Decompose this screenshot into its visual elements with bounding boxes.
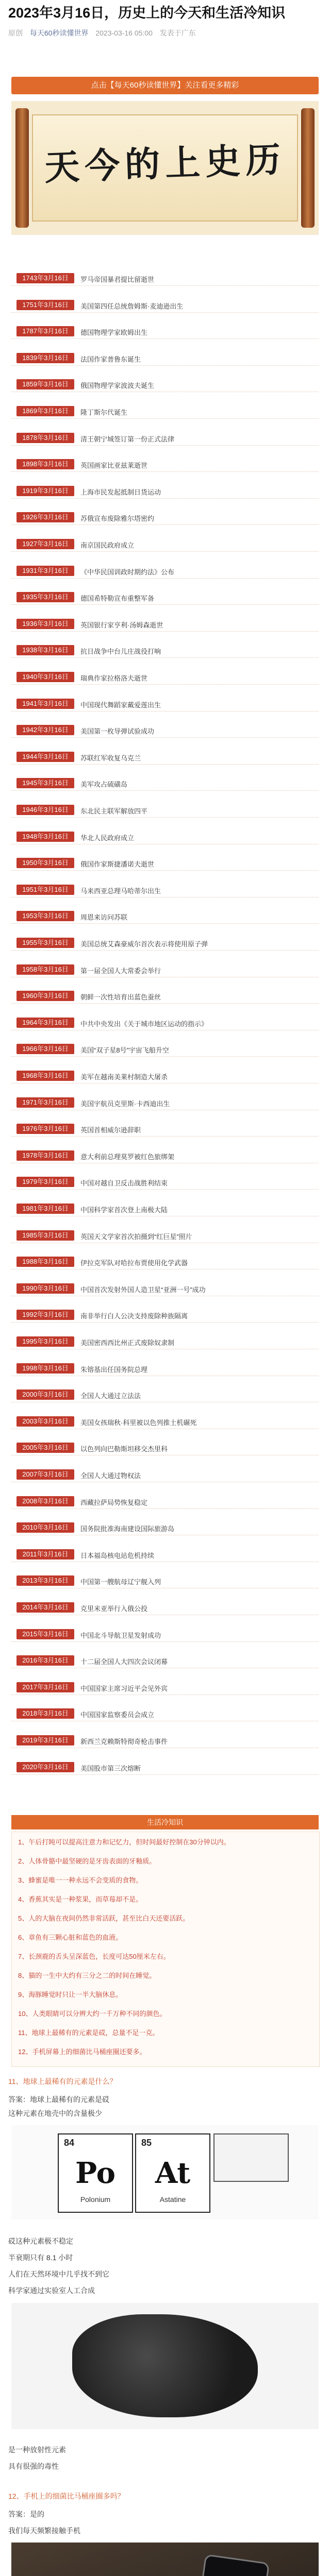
event-date: 1878年3月16日 bbox=[16, 433, 74, 443]
event-text: 美国宇航员克里斯·卡西迪出生 bbox=[80, 1099, 170, 1108]
event-date: 2015年3月16日 bbox=[16, 1629, 74, 1639]
event-text: 中国现代舞蹈家戴爱莲出生 bbox=[80, 701, 161, 709]
astatine-rock-image bbox=[11, 2303, 319, 2429]
event-text: 朱镕基出任国务院总理 bbox=[80, 1365, 148, 1374]
event-row bbox=[11, 644, 319, 658]
event-text: 美国第一枚导弹试验成功 bbox=[80, 727, 155, 736]
knowledge-item: 8、猫的一生中大约有三分之二的时间在睡觉。 bbox=[18, 1972, 156, 1979]
event-text: 朝鲜一次性培育出蓝色蚕丝 bbox=[80, 993, 161, 1002]
event-date: 1995年3月16日 bbox=[16, 1336, 74, 1347]
event-row bbox=[11, 538, 319, 552]
element-name: Astatine bbox=[159, 2195, 186, 2204]
element-cell-partial bbox=[213, 2133, 289, 2182]
event-text: 德国物理学家欧姆出生 bbox=[80, 329, 148, 337]
answer-1-detail-b: 半衰期只有 8.1 小时 bbox=[8, 2253, 73, 2262]
follow-banner[interactable]: 点击【每天60秒读懂世界】关注看更多精彩 bbox=[11, 77, 319, 94]
knowledge-item: 6、章鱼有三颗心脏和蓝色的血液。 bbox=[18, 1934, 123, 1941]
event-row bbox=[11, 1628, 319, 1642]
event-row bbox=[11, 352, 319, 366]
element-number: 85 bbox=[141, 2138, 152, 2148]
event-text: 新西兰克赖斯特彻奇枪击事件 bbox=[80, 1738, 168, 1745]
event-row bbox=[11, 1495, 319, 1509]
event-date: 1960年3月16日 bbox=[16, 991, 74, 1001]
event-text: 中国科学家首次登上南极大陆 bbox=[80, 1206, 168, 1214]
event-row bbox=[11, 777, 319, 791]
answer-2: 答案：是的 bbox=[8, 2510, 44, 2518]
event-text: 美国总统艾森豪威尔首次表示将使用原子弹 bbox=[80, 940, 208, 948]
event-text: 国务院批准海南建设国际旅游岛 bbox=[80, 1525, 175, 1533]
event-date: 1951年3月16日 bbox=[16, 885, 74, 895]
event-text: 清王朝宁城签订第一份正式法律 bbox=[80, 435, 175, 443]
event-text: 美国女孩瑞秋·科里被以色列推土机碾死 bbox=[80, 1418, 197, 1427]
event-date: 1979年3月16日 bbox=[16, 1177, 74, 1187]
banner-title: 天今的上史历 bbox=[43, 139, 287, 189]
scroll-rod-left bbox=[15, 108, 29, 228]
answer-1-note: 这种元素在地壳中的含量极少 bbox=[8, 2109, 102, 2117]
event-text: 隆丁斯尔代诞生 bbox=[80, 409, 128, 416]
event-row bbox=[11, 1415, 319, 1429]
event-row bbox=[11, 1388, 319, 1402]
event-text: 美军在越南美莱村制造大屠杀 bbox=[80, 1073, 168, 1081]
knowledge-item: 1、午后打盹可以提高注意力和记忆力，但时间最好控制在30分钟以内。 bbox=[18, 1838, 230, 1846]
event-text: 上海市民发起抵制日货运动 bbox=[80, 488, 161, 496]
knowledge-item: 9、海豚睡觉时只让一半大脑休息。 bbox=[18, 1991, 123, 1998]
event-text: 周恩来访问苏联 bbox=[80, 913, 128, 922]
knowledge-item: 5、人的大脑在夜间仍然非常活跃，甚至比白天还要活跃。 bbox=[18, 1914, 190, 1922]
event-date: 2017年3月16日 bbox=[16, 1682, 74, 1692]
event-row bbox=[11, 1043, 319, 1057]
event-text: 英国天文学家首次拍摄到“红巨星”照片 bbox=[80, 1232, 192, 1241]
event-date: 1966年3月16日 bbox=[16, 1044, 74, 1054]
event-text: 苏俄宣布废除雅尔塔密约 bbox=[80, 515, 155, 523]
event-date: 1981年3月16日 bbox=[16, 1204, 74, 1214]
event-row bbox=[11, 1176, 319, 1190]
event-row bbox=[11, 325, 319, 339]
event-date: 1971年3月16日 bbox=[16, 1097, 74, 1108]
event-date: 1953年3月16日 bbox=[16, 911, 74, 921]
event-text: 以色列向巴勒斯坦移交杰里科 bbox=[80, 1445, 168, 1453]
event-row bbox=[11, 1335, 319, 1349]
event-row bbox=[11, 1601, 319, 1615]
event-row bbox=[11, 1016, 319, 1030]
event-text: 英国画家比亚兹莱逝世 bbox=[80, 462, 148, 470]
event-row bbox=[11, 963, 319, 977]
rock-shape bbox=[72, 2314, 258, 2417]
event-text: 瑞典作家拉格洛夫逝世 bbox=[80, 674, 148, 682]
event-row bbox=[11, 1149, 319, 1163]
event-date: 1869年3月16日 bbox=[16, 406, 74, 416]
knowledge-header: 生活冷知识 bbox=[11, 1815, 319, 1829]
event-date: 1931年3月16日 bbox=[16, 566, 74, 576]
answer-1-detail-a: 砹这种元素极不稳定 bbox=[8, 2237, 73, 2245]
event-text: 马来西亚总理马哈蒂尔出生 bbox=[80, 887, 161, 895]
event-row bbox=[11, 565, 319, 579]
answer-1-detail-f: 具有很强的毒性 bbox=[8, 2462, 59, 2470]
article-meta bbox=[8, 28, 201, 38]
event-date: 1992年3月16日 bbox=[16, 1310, 74, 1320]
event-row bbox=[11, 831, 319, 844]
event-row bbox=[11, 378, 319, 392]
scroll-paper bbox=[32, 114, 298, 222]
event-date: 2013年3月16日 bbox=[16, 1575, 74, 1586]
event-row bbox=[11, 1202, 319, 1216]
event-text: 日本福岛核电站危机持续 bbox=[80, 1551, 155, 1560]
event-date: 1940年3月16日 bbox=[16, 672, 74, 682]
event-row bbox=[11, 591, 319, 605]
event-date: 2000年3月16日 bbox=[16, 1389, 74, 1400]
event-date: 1935年3月16日 bbox=[16, 592, 74, 602]
question-2: 12、手机上的细菌比马桶座圈多吗？ bbox=[8, 2492, 125, 2500]
event-date: 1942年3月16日 bbox=[16, 725, 74, 735]
event-text: 中国第一艘航母辽宁舰入列 bbox=[80, 1578, 161, 1586]
element-number: 84 bbox=[64, 2138, 75, 2148]
event-text: 德国希特勒宣布重整军备 bbox=[80, 595, 155, 603]
knowledge-item: 7、长颈鹿的舌头呈深蓝色，长度可达50厘米左右。 bbox=[18, 1953, 170, 1960]
answer-2-note: 我们每天频繁接触手机 bbox=[8, 2527, 80, 2535]
event-date: 2018年3月16日 bbox=[16, 1708, 74, 1719]
event-date: 2011年3月16日 bbox=[16, 1549, 74, 1560]
event-row bbox=[11, 1654, 319, 1668]
event-text: 华北人民政府成立 bbox=[80, 834, 135, 842]
event-date: 2005年3月16日 bbox=[16, 1443, 74, 1453]
event-row bbox=[11, 1734, 319, 1748]
event-row bbox=[11, 511, 319, 525]
answer-1: 答案：地球上最稀有的元素是砹 bbox=[8, 2095, 109, 2104]
event-date: 2003年3月16日 bbox=[16, 1416, 74, 1427]
event-text: 南京国民政府成立 bbox=[80, 541, 135, 549]
element-cell-astatine bbox=[135, 2133, 210, 2213]
knowledge-item: 3、蜂蜜是唯一一种永远不会变质的食物。 bbox=[18, 1876, 143, 1884]
event-row bbox=[11, 1229, 319, 1243]
event-text: 俄国作家斯捷潘诺夫逝世 bbox=[80, 860, 155, 869]
event-date: 1945年3月16日 bbox=[16, 778, 74, 788]
event-date: 1936年3月16日 bbox=[16, 619, 74, 629]
event-text: 美国第四任总统詹姆斯·麦迪逊出生 bbox=[80, 302, 184, 310]
event-date: 1751年3月16日 bbox=[16, 300, 74, 310]
event-row bbox=[11, 405, 319, 419]
event-text: 克里米亚举行入俄公投 bbox=[80, 1605, 148, 1613]
event-row bbox=[11, 272, 319, 286]
original-tag: 原创 bbox=[8, 29, 23, 37]
event-date: 1859年3月16日 bbox=[16, 379, 74, 389]
event-date: 1976年3月16日 bbox=[16, 1124, 74, 1134]
event-text: 南非举行白人公决支持废除种族隔离 bbox=[80, 1312, 188, 1320]
publish-date: 2023-03-16 05:00 bbox=[95, 29, 153, 37]
event-row bbox=[11, 1681, 319, 1695]
event-text: 中国北斗导航卫星发射成功 bbox=[80, 1631, 161, 1639]
event-row bbox=[11, 751, 319, 765]
event-date: 2008年3月16日 bbox=[16, 1496, 74, 1506]
element-symbol: At bbox=[155, 2156, 191, 2190]
event-row bbox=[11, 1442, 319, 1455]
event-text: 美国股市第三次熔断 bbox=[80, 1764, 141, 1772]
event-text: 英国首相威尔逊辞职 bbox=[80, 1126, 141, 1134]
event-row bbox=[11, 299, 319, 313]
knowledge-item: 12、手机屏幕上的细菌比马桶座圈还要多。 bbox=[18, 2048, 146, 2056]
event-text: 西藏拉萨局势恢复稳定 bbox=[80, 1498, 148, 1506]
event-row bbox=[11, 1574, 319, 1588]
event-row bbox=[11, 458, 319, 472]
event-text: 抗日战争中台儿庄战役打响 bbox=[80, 648, 161, 656]
event-date: 1950年3月16日 bbox=[16, 858, 74, 868]
answer-1-detail-e: 是一种放射性元素 bbox=[8, 2446, 66, 2454]
event-text: 苏联红军收复乌克兰 bbox=[80, 754, 141, 762]
event-date: 1958年3月16日 bbox=[16, 964, 74, 975]
event-date: 1985年3月16日 bbox=[16, 1230, 74, 1241]
event-date: 2007年3月16日 bbox=[16, 1469, 74, 1480]
event-date: 1998年3月16日 bbox=[16, 1363, 74, 1374]
event-date: 2010年3月16日 bbox=[16, 1522, 74, 1533]
event-row bbox=[11, 884, 319, 897]
event-row bbox=[11, 1521, 319, 1535]
event-row bbox=[11, 618, 319, 632]
element-name: Polonium bbox=[80, 2195, 111, 2204]
knowledge-item: 2、人体骨骼中最坚硬的是牙齿表面的牙釉质。 bbox=[18, 1857, 156, 1865]
article-title: 2023年3月16日，历史上的今天和生活冷知识 bbox=[8, 5, 286, 21]
event-text: 美国“双子星8号”宇宙飞船升空 bbox=[80, 1046, 169, 1055]
event-row bbox=[11, 1256, 319, 1269]
event-text: 全国人大通过立法法 bbox=[80, 1392, 141, 1400]
periodic-table-image bbox=[11, 2125, 319, 2219]
event-text: 罗马帝国暴君提比留逝世 bbox=[80, 276, 155, 283]
knowledge-item: 11、地球上最稀有的元素是砹，总量不足一克。 bbox=[18, 2029, 159, 2037]
author-link[interactable]: 每天60秒读懂世界 bbox=[29, 29, 89, 37]
event-text: 伊拉克军队对哈拉布贾使用化学武器 bbox=[80, 1259, 188, 1267]
event-text: 意大利前总理莫罗被红色旅绑架 bbox=[80, 1153, 175, 1161]
event-date: 1990年3月16日 bbox=[16, 1283, 74, 1294]
event-row bbox=[11, 804, 319, 818]
element-symbol: Po bbox=[75, 2156, 116, 2190]
event-row bbox=[11, 1761, 319, 1775]
event-date: 1926年3月16日 bbox=[16, 512, 74, 522]
event-row bbox=[11, 1548, 319, 1562]
event-date: 1898年3月16日 bbox=[16, 459, 74, 469]
event-date: 1978年3月16日 bbox=[16, 1150, 74, 1161]
answer-1-detail-c: 人们在天然环境中几乎找不到它 bbox=[8, 2270, 109, 2278]
event-row bbox=[11, 724, 319, 738]
event-date: 1955年3月16日 bbox=[16, 938, 74, 948]
knowledge-item: 10、人类眼睛可以分辨大约一千万种不同的颜色。 bbox=[18, 2010, 167, 2018]
event-date: 1787年3月16日 bbox=[16, 326, 74, 336]
event-row bbox=[11, 1707, 319, 1721]
event-date: 1946年3月16日 bbox=[16, 805, 74, 815]
event-date: 2019年3月16日 bbox=[16, 1735, 74, 1745]
element-cell-polonium bbox=[58, 2133, 133, 2213]
publish-location: 发表于广东 bbox=[159, 29, 196, 37]
event-row bbox=[11, 910, 319, 924]
event-row bbox=[11, 698, 319, 711]
phone-shape bbox=[189, 2554, 270, 2576]
event-row bbox=[11, 485, 319, 499]
question-1: 11、地球上最稀有的元素是什么？ bbox=[8, 2077, 117, 2086]
event-row bbox=[11, 1070, 319, 1083]
event-row bbox=[11, 1123, 319, 1137]
event-row bbox=[11, 432, 319, 446]
event-text: 第一届全国人大常委会举行 bbox=[80, 967, 161, 975]
event-date: 1988年3月16日 bbox=[16, 1257, 74, 1267]
event-text: 法国作家普鲁东诞生 bbox=[80, 355, 141, 363]
event-row bbox=[11, 1309, 319, 1323]
event-text: 全国人大通过物权法 bbox=[80, 1472, 141, 1480]
event-text: 中共中央发出《关于城市地区运动的指示》 bbox=[80, 1020, 208, 1028]
event-date: 1919年3月16日 bbox=[16, 486, 74, 496]
event-date: 1839年3月16日 bbox=[16, 353, 74, 363]
event-date: 1927年3月16日 bbox=[16, 539, 74, 549]
event-date: 1938年3月16日 bbox=[16, 645, 74, 655]
event-date: 2016年3月16日 bbox=[16, 1655, 74, 1666]
answer-1-detail-d: 科学家通过实验室人工合成 bbox=[8, 2286, 95, 2295]
event-date: 1941年3月16日 bbox=[16, 699, 74, 709]
event-date: 1944年3月16日 bbox=[16, 752, 74, 762]
event-text: 十二届全国人大四次会议闭幕 bbox=[80, 1658, 168, 1666]
event-date: 1968年3月16日 bbox=[16, 1071, 74, 1081]
event-text: 美国密西西比州正式废除奴隶制 bbox=[80, 1339, 175, 1347]
event-text: 《中华民国训政时期约法》公布 bbox=[80, 568, 175, 576]
event-date: 1964年3月16日 bbox=[16, 1018, 74, 1028]
event-row bbox=[11, 1362, 319, 1376]
event-date: 1743年3月16日 bbox=[16, 273, 74, 283]
event-text: 中国对越自卫反击战胜利结束 bbox=[80, 1179, 168, 1188]
event-date: 1948年3月16日 bbox=[16, 832, 74, 842]
event-text: 英国银行家亨利·汤姆森逝世 bbox=[80, 621, 163, 629]
event-row bbox=[11, 1096, 319, 1110]
event-row bbox=[11, 857, 319, 871]
event-row bbox=[11, 1282, 319, 1296]
event-row bbox=[11, 671, 319, 685]
event-text: 中国国家监察委员会成立 bbox=[80, 1711, 155, 1719]
event-text: 美军攻占硫磺岛 bbox=[80, 781, 128, 789]
scroll-rod-right bbox=[301, 108, 315, 228]
knowledge-item: 4、香蕉其实是一种浆果，而草莓却不是。 bbox=[18, 1895, 143, 1903]
event-row bbox=[11, 1468, 319, 1482]
event-text: 中国首次发射外国人造卫星“亚洲一号”成功 bbox=[80, 1285, 206, 1294]
history-scroll-banner bbox=[11, 101, 319, 235]
event-text: 俄国物理学家波波夫诞生 bbox=[80, 382, 155, 390]
event-date: 2020年3月16日 bbox=[16, 1762, 74, 1772]
phone-photo-image bbox=[11, 2543, 319, 2576]
event-row bbox=[11, 937, 319, 951]
event-date: 2014年3月16日 bbox=[16, 1602, 74, 1613]
event-row bbox=[11, 990, 319, 1004]
knowledge-list bbox=[11, 1832, 320, 2067]
event-text: 东北民主联军解放四平 bbox=[80, 807, 148, 815]
event-text: 中国国家主席习近平会见外宾 bbox=[80, 1684, 168, 1692]
